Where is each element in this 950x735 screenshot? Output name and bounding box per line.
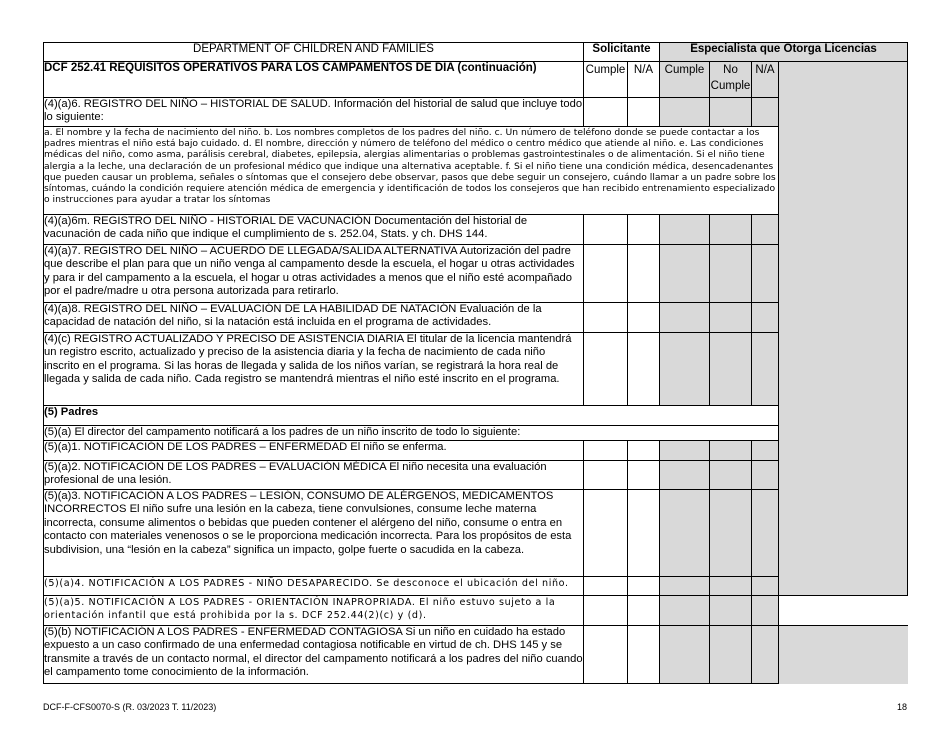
applicant-cumple-checkbox[interactable] (584, 461, 628, 490)
specialist-na-checkbox[interactable] (752, 333, 779, 406)
specialist-header: Especialista que Otorga Licencias (660, 43, 908, 62)
specialist-cumple-checkbox[interactable] (660, 245, 710, 303)
table-row (44, 490, 908, 577)
specialist-no-cumple-checkbox[interactable] (710, 490, 752, 577)
specialist-no-cumple-checkbox[interactable] (710, 441, 752, 461)
table-row (44, 461, 908, 490)
specialist-na-checkbox[interactable] (752, 461, 779, 490)
section-title-padres: (5) Padres (44, 406, 779, 426)
page-number: 18 (896, 702, 907, 712)
specialist-no-cumple-checkbox[interactable] (710, 245, 752, 303)
applicant-cumple-checkbox[interactable] (584, 245, 628, 303)
specialist-cumple-checkbox[interactable] (660, 596, 710, 626)
section-row (44, 426, 908, 441)
table-row (44, 441, 908, 461)
applicant-na-checkbox[interactable] (628, 245, 660, 303)
specialist-na-header: N/A (752, 62, 779, 98)
requirement-text: (5)(b) NOTIFICACIÓN A LOS PADRES - ENFERMEDAD CONTAGIOSA Si un niño en cuidado ha estado expuesto a un caso confirmado de una enfermedad contagiosa notificable en virtud de ch. DHS 145 y se transmite a través de un contacto normal, el director del campamento notificará a los padres del niño cuando el campamento tome conocimiento de la información. (44, 626, 584, 684)
applicant-cumple-checkbox[interactable] (584, 333, 628, 406)
requirement-text: (4)(a)7. REGISTRO DEL NIÑO – ACUERDO DE LLEGADA/SALIDA ALTERNATIVA Autorización del padre que describe el plan para que un niño venga al campamento desde la escuela, el hogar u otras actividades y para ir del campamento a la escuela, el hogar u otras actividades a menos que el niño esté acompañado por el padre/madre u otra persona autorizada para retirarlo. (44, 245, 584, 303)
applicant-cumple-header: Cumple (584, 62, 628, 98)
specialist-no-cumple-checkbox[interactable] (710, 215, 752, 245)
specialist-cumple-checkbox[interactable] (660, 333, 710, 406)
section-intro: (5)(a) El director del campamento notificará a los padres de un niño inscrito de todo lo siguiente: (44, 426, 779, 441)
applicant-na-checkbox[interactable] (628, 441, 660, 461)
specialist-na-checkbox[interactable] (752, 490, 779, 577)
applicant-na-checkbox[interactable] (628, 303, 660, 333)
table-row (44, 98, 908, 127)
applicant-na-checkbox[interactable] (628, 577, 660, 596)
table-row (44, 303, 908, 333)
table-row (44, 215, 908, 245)
table-row (44, 596, 908, 626)
health-history-details: a. El nombre y la fecha de nacimiento del niño. b. Los nombres completos de los padres del niño. c. Un número de teléfono donde se puede contactar a los padres mientras el niño está bajo cuidado. d. El nombre, dirección y número de teléfono del médico o centro médico que atiende al niño. e. Las condiciones médicas del niño, como asma, parálisis cerebral, diabetes, epilepsia, alergias alimentarias o problemas gastrointestinales o de alimentación. Si el niño tiene alergia a la leche, una declaración de un profesional médico que indique una alternativa aceptable. f. Si el niño tiene una condición médica, desencadenantes que pueden causar un problema, señales o síntomas que el consejero debe observar, pasos que debe seguir un consejero, cuándo llamar a un padre sobre los síntomas, cuándo la condición requiere atención médica de emergencia y identificación de todos los consejeros que han recibido entrenamiento especializado o instrucciones para ayudar a tratar los síntomas (44, 127, 779, 215)
applicant-na-checkbox[interactable] (628, 490, 660, 577)
specialist-no-cumple-checkbox[interactable] (710, 303, 752, 333)
requirement-text: (5)(a)3. NOTIFICACIÓN A LOS PADRES – LESIÓN, CONSUMO DE ALÉRGENOS, MEDICAMENTOS INCORRECTOS El niño sufre una lesión en la cabeza, tiene convulsiones, consume leche materna incorrecta, consume alimentos o bebidas que pueden contener el alérgeno del niño, consume o entra en contacto con materiales venenosos o se le proporciona medicación incorrecta. Para los propósitos de esta subdivision, una “lesión en la cabeza” significa un impacto, golpe fuerte o sacudida en la cabeza. (44, 490, 584, 577)
requirement-text: (4)(a)8. REGISTRO DEL NIÑO – EVALUACIÓN DE LA HABILIDAD DE NATACIÓN Evaluación de la capacidad de natación del niño, si la natación está incluida en el programa de actividades. (44, 303, 584, 333)
applicant-cumple-checkbox[interactable] (584, 490, 628, 577)
requirement-text: (4)(a)6. REGISTRO DEL NIÑO – HISTORIAL DE SALUD. Información del historial de salud que incluye todo lo siguiente: (44, 98, 584, 127)
specialist-cumple-checkbox[interactable] (660, 490, 710, 577)
specialist-na-checkbox[interactable] (752, 98, 779, 127)
applicant-cumple-checkbox[interactable] (584, 98, 628, 127)
header-row (44, 43, 908, 62)
applicant-header: Solicitante (584, 43, 660, 62)
applicant-na-checkbox[interactable] (628, 461, 660, 490)
specialist-na-checkbox[interactable] (752, 596, 779, 626)
no-label: No (723, 64, 738, 76)
applicant-cumple-checkbox[interactable] (584, 441, 628, 461)
applicant-na-checkbox[interactable] (628, 626, 660, 684)
specialist-cumple-checkbox[interactable] (660, 626, 710, 684)
specialist-cumple-checkbox[interactable] (660, 215, 710, 245)
applicant-na-checkbox[interactable] (628, 98, 660, 127)
no-cumple-label: Cumple (710, 80, 751, 92)
section-row (44, 406, 908, 426)
form-title: DCF 252.41 REQUISITOS OPERATIVOS PARA LOS CAMPAMENTOS DE DÍA (continuación) (44, 62, 584, 98)
specialist-cumple-header: Cumple (660, 62, 710, 98)
applicant-cumple-checkbox[interactable] (584, 596, 628, 626)
title-row (44, 62, 908, 98)
specialist-no-cumple-header (710, 62, 752, 98)
specialist-no-cumple-checkbox[interactable] (710, 577, 752, 596)
specialist-no-cumple-checkbox[interactable] (710, 626, 752, 684)
specialist-cumple-checkbox[interactable] (660, 461, 710, 490)
requirement-text: (5)(a)1. NOTIFICACIÓN DE LOS PADRES – ENFERMEDAD El niño se enferma. (44, 441, 584, 461)
form-code: DCF-F-CFS0070-S (R. 03/2023 T. 11/2023) (43, 702, 217, 712)
specialist-cumple-checkbox[interactable] (660, 577, 710, 596)
checklist-page (43, 42, 907, 684)
specialist-cumple-checkbox[interactable] (660, 98, 710, 127)
applicant-na-checkbox[interactable] (628, 596, 660, 626)
requirement-text: (5)(a)4. NOTIFICACIÓN A LOS PADRES - NIÑO DESAPARECIDO. Se desconoce el ubicación del niño. (44, 577, 584, 596)
specialist-no-cumple-checkbox[interactable] (710, 461, 752, 490)
table-row (44, 245, 908, 303)
table-row (44, 127, 908, 215)
specialist-no-cumple-checkbox[interactable] (710, 98, 752, 127)
requirement-text: (5)(a)2. NOTIFICACIÓN DE LOS PADRES – EVALUACIÓN MÉDICA El niño necesita una evaluación profesional de una lesión. (44, 461, 584, 490)
specialist-cumple-checkbox[interactable] (660, 441, 710, 461)
specialist-na-checkbox[interactable] (752, 303, 779, 333)
applicant-cumple-checkbox[interactable] (584, 626, 628, 684)
margin-blank (779, 596, 908, 626)
applicant-cumple-checkbox[interactable] (584, 577, 628, 596)
specialist-no-cumple-checkbox[interactable] (710, 333, 752, 406)
margin-blank (779, 626, 908, 684)
requirements-table (43, 42, 908, 684)
requirement-text: (5)(a)5. NOTIFICACIÓN A LOS PADRES - ORIENTACIÓN INAPROPRIADA. El niño estuvo sujeto a la orientación infantil que está prohibida por la s. DCF 252.44(2)(c) y (d). (44, 596, 584, 626)
side-margin (779, 62, 908, 596)
specialist-na-checkbox[interactable] (752, 215, 779, 245)
table-row (44, 333, 908, 406)
specialist-na-checkbox[interactable] (752, 577, 779, 596)
specialist-na-checkbox[interactable] (752, 441, 779, 461)
table-row (44, 577, 908, 596)
requirement-text: (4)(c) REGISTRO ACTUALIZADO Y PRECISO DE ASISTENCIA DIARIA El titular de la licencia mantendrá un registro escrito, actualizado y preciso de la asistencia diaria y la fecha de nacimiento de cada niño inscrito en el programa. Si las horas de llegada y salida de los niños varían, se registrará la hora real de llegada y salida de cada niño. Cada registro se mantendrá mientras el niño esté inscrito en el programa. (44, 333, 584, 406)
applicant-na-checkbox[interactable] (628, 333, 660, 406)
requirement-text: (4)(a)6m. REGISTRO DEL NIÑO - HISTORIAL DE VACUNACIÓN Documentación del historial de vacunación de cada niño que indique el cumplimiento de s. 252.04, Stats. y ch. DHS 144. (44, 215, 584, 245)
specialist-cumple-checkbox[interactable] (660, 303, 710, 333)
specialist-no-cumple-checkbox[interactable] (710, 596, 752, 626)
department-name: DEPARTMENT OF CHILDREN AND FAMILIES (44, 43, 584, 62)
applicant-na-checkbox[interactable] (628, 215, 660, 245)
applicant-cumple-checkbox[interactable] (584, 215, 628, 245)
applicant-cumple-checkbox[interactable] (584, 303, 628, 333)
specialist-na-checkbox[interactable] (752, 626, 779, 684)
specialist-na-checkbox[interactable] (752, 245, 779, 303)
table-row (44, 626, 908, 684)
applicant-na-header: N/A (628, 62, 660, 98)
